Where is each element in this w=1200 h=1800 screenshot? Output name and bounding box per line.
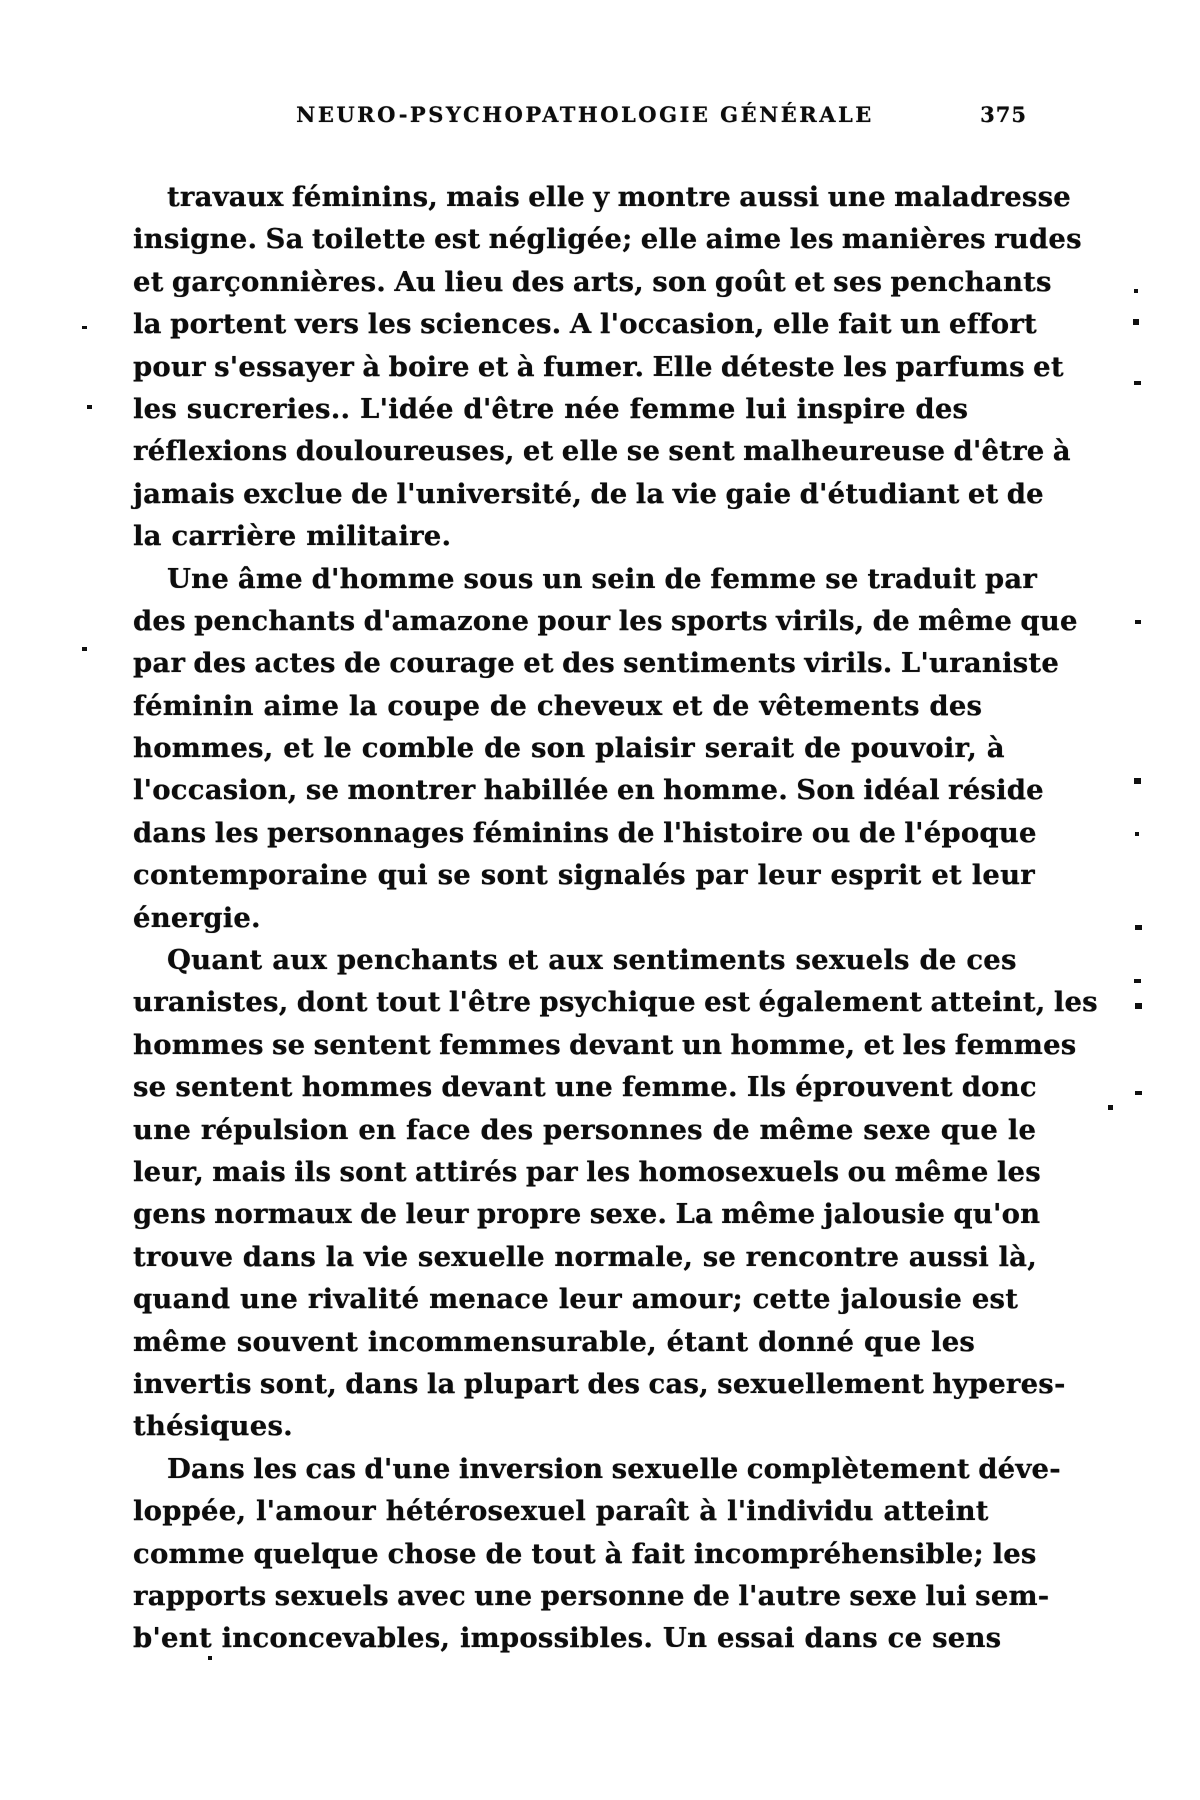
ink-speck <box>87 405 92 409</box>
ink-speck <box>1135 832 1139 836</box>
running-title: NEURO-PSYCHOPATHOLOGIE GÉNÉRALE <box>296 102 874 127</box>
text-line: réflexions douloureuses, et elle se sent malheureuse d'être à <box>133 435 1071 468</box>
text-line: une répulsion en face des personnes de même sexe que le <box>133 1113 1037 1146</box>
ink-speck <box>82 647 87 651</box>
text-line: les sucreries.. L'idée d'être née femme lui inspire des <box>133 392 969 425</box>
ink-speck <box>1135 620 1141 624</box>
ink-speck <box>1134 979 1141 983</box>
text-line: même souvent incommensurable, étant donné que les <box>133 1325 976 1358</box>
text-line: dans les personnages féminins de l'histoire ou de l'époque <box>133 816 1037 849</box>
ink-speck <box>1134 289 1138 293</box>
text-line: quand une rivalité menace leur amour; cette jalousie est <box>133 1283 1019 1316</box>
text-line: contemporaine qui se sont signalés par leur esprit et leur <box>133 859 1035 892</box>
text-line: se sentent hommes devant une femme. Ils éprouvent donc <box>133 1071 1037 1104</box>
text-line: travaux féminins, mais elle y montre aussi une maladresse <box>167 181 1071 213</box>
text-line: trouve dans la vie sexuelle normale, se rencontre aussi là, <box>133 1240 1037 1273</box>
text-line: rapports sexuels avec une personne de l'autre sexe lui sem- <box>133 1579 1050 1612</box>
text-line: leur, mais ils sont attirés par les homosexuels ou même les <box>133 1155 1041 1188</box>
text-line: loppée, l'amour hétérosexuel paraît à l'individu atteint <box>133 1495 989 1528</box>
text-line: pour s'essayer à boire et à fumer. Elle déteste les parfums et <box>133 350 1064 383</box>
text-line: féminin aime la coupe de cheveux et de vêtements des <box>133 689 983 722</box>
ink-speck <box>1135 925 1142 930</box>
ink-speck <box>1135 1091 1142 1095</box>
ink-speck <box>1133 319 1139 325</box>
text-line: par des actes de courage et des sentiments virils. L'uraniste <box>133 647 1060 680</box>
ink-speck <box>82 326 87 329</box>
ink-speck <box>1108 1105 1113 1110</box>
text-line: gens normaux de leur propre sexe. La même jalousie qu'on <box>133 1198 1041 1231</box>
text-line: la carrière militaire. <box>133 520 452 553</box>
text-line: thésiques. <box>133 1410 293 1443</box>
ink-speck <box>1134 381 1141 385</box>
page-number: 375 <box>980 102 1027 127</box>
text-line: b'ent inconcevables, impossibles. Un essai dans ce sens <box>133 1622 1002 1655</box>
text-line: Une âme d'homme sous un sein de femme se traduit par <box>167 562 1038 595</box>
text-line: des penchants d'amazone pour les sports virils, de même que <box>133 604 1078 637</box>
text-line: uranistes, dont tout l'être psychique est également atteint, les <box>133 986 1098 1019</box>
text-line: jamais exclue de l'université, de la vie gaie d'étudiant et de <box>133 477 1044 510</box>
text-line: l'occasion, se montrer habillée en homme. Son idéal réside <box>133 774 1044 807</box>
text-line: énergie. <box>133 901 261 934</box>
text-line: comme quelque chose de tout à fait incompréhensible; les <box>133 1537 1037 1570</box>
ink-speck <box>1135 1003 1142 1009</box>
page-header <box>133 102 1037 136</box>
text-line: hommes, et le comble de son plaisir serait de pouvoir, à <box>133 732 1005 765</box>
text-line: invertis sont, dans la plupart des cas, sexuellement hyperes- <box>133 1367 1066 1400</box>
text-line: Quant aux penchants et aux sentiments sexuels de ces <box>167 944 1017 977</box>
text-line: Dans les cas d'une inversion sexuelle complètement déve- <box>167 1452 1061 1485</box>
ink-speck <box>208 1656 212 1660</box>
ink-speck <box>1134 778 1141 784</box>
text-line: et garçonnières. Au lieu des arts, son goût et ses penchants <box>133 265 1052 298</box>
text-line: insigne. Sa toilette est négligée; elle aime les manières rudes <box>133 223 1082 256</box>
text-block <box>133 176 1098 1660</box>
text-line: la portent vers les sciences. A l'occasion, elle fait un effort <box>133 308 1037 341</box>
text-line: hommes se sentent femmes devant un homme, et les femmes <box>133 1028 1077 1061</box>
